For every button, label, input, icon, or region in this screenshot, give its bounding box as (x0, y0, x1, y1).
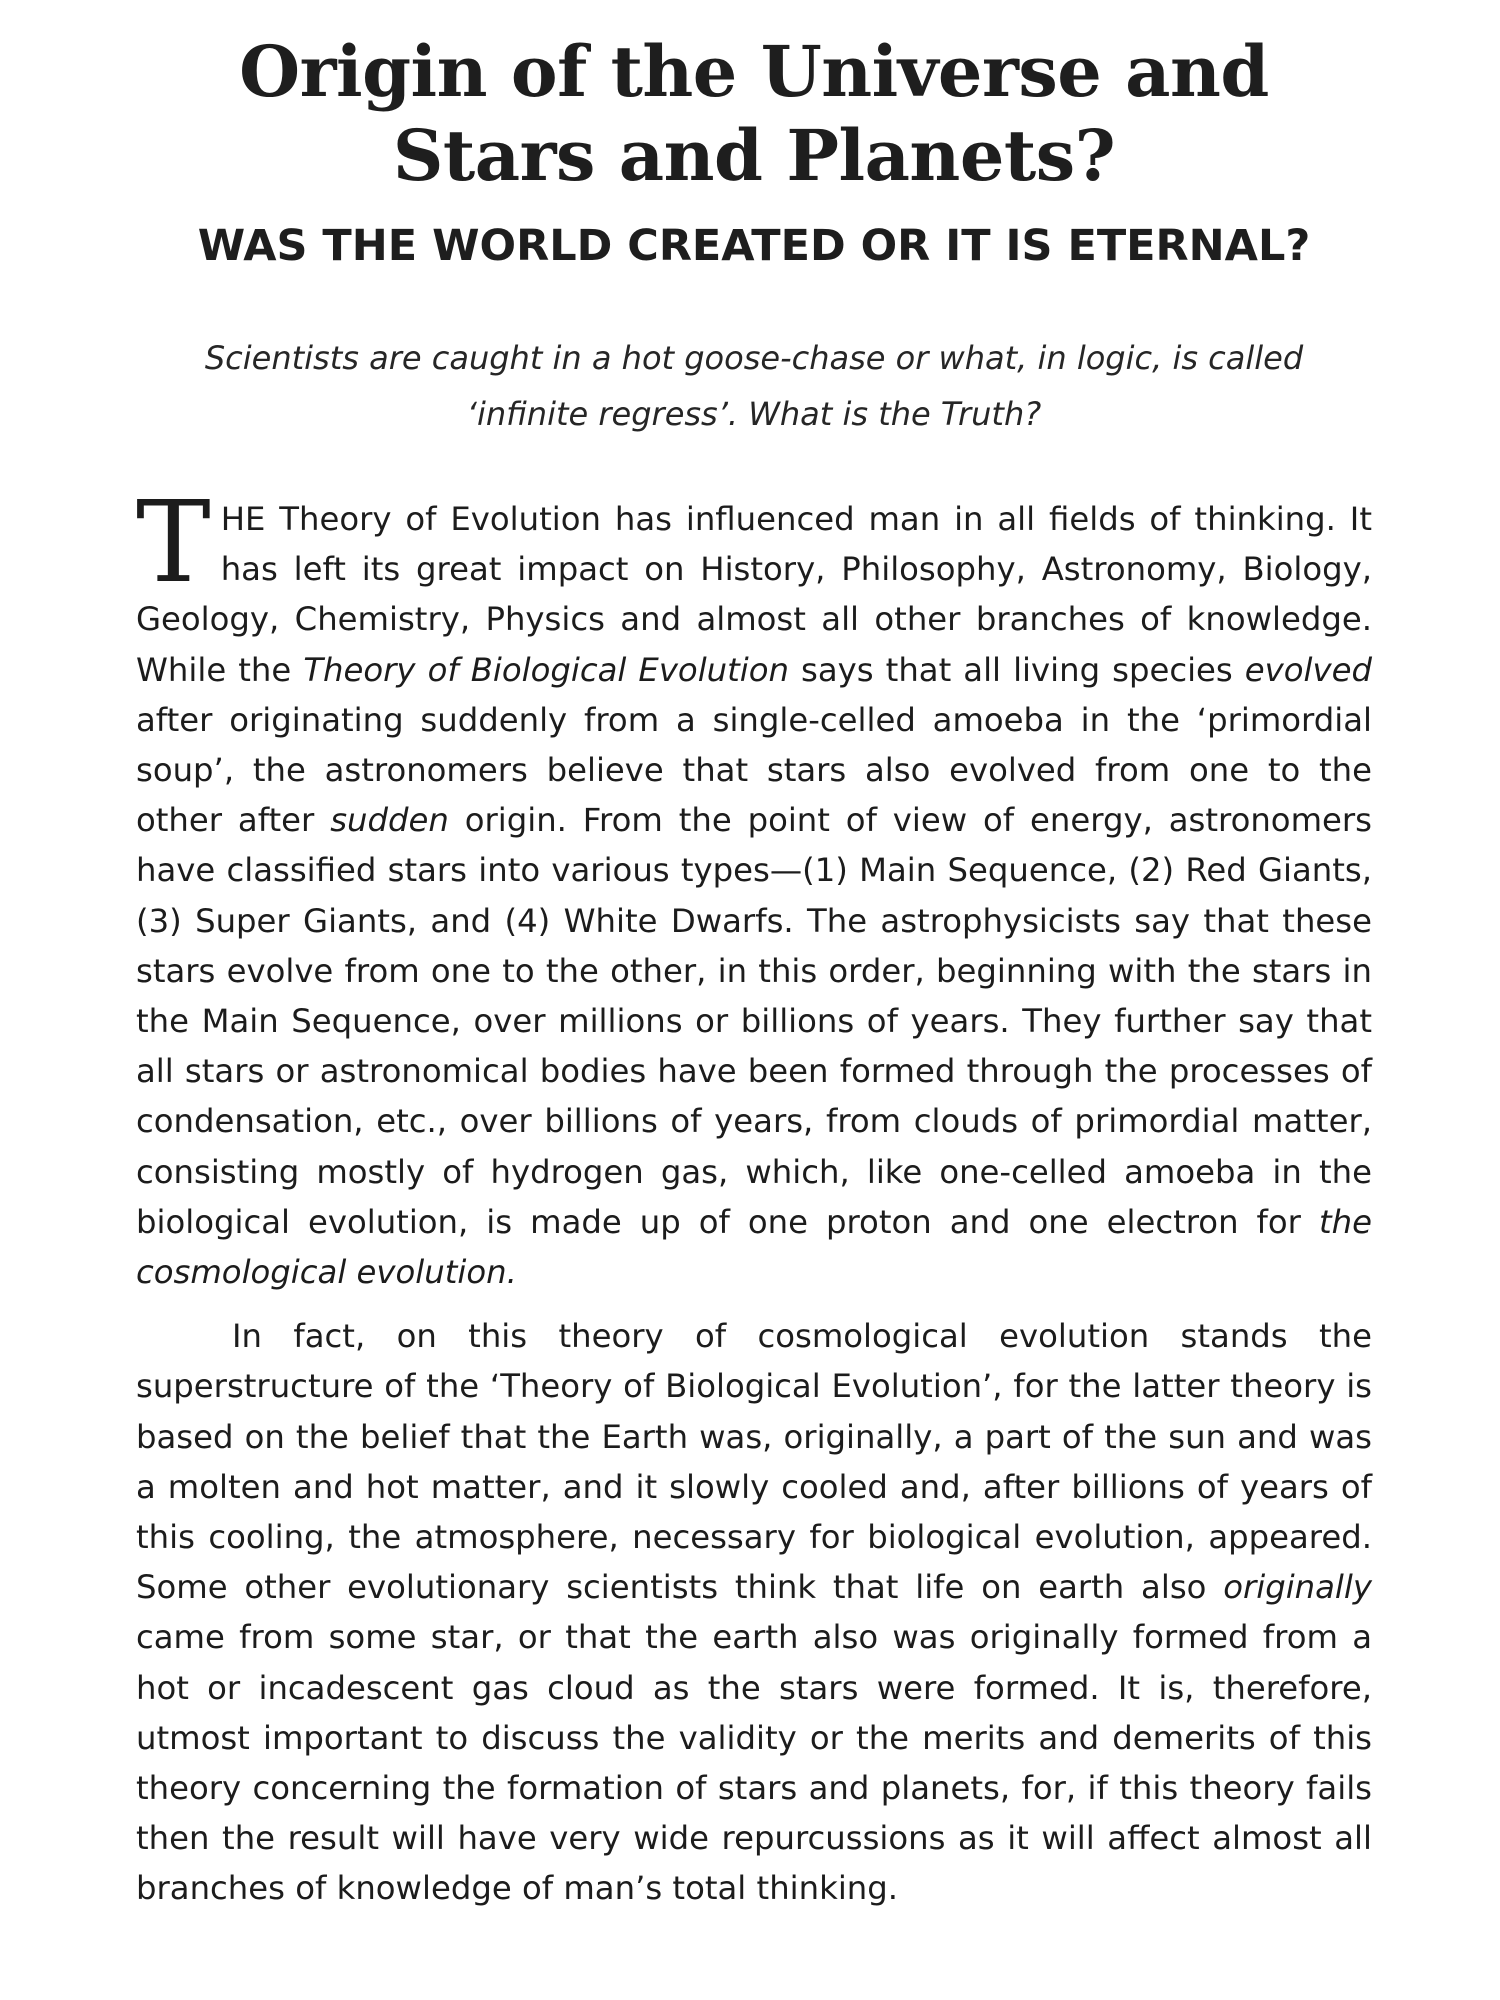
paragraph-2-emphasis: originally (1223, 1568, 1372, 1607)
paragraph-1-emphasis: evolved (1244, 650, 1372, 689)
paragraph-1-emphasis: the cosmological evolution. (136, 1202, 1372, 1292)
paragraph-1-text: origin. From the point of view of energy, astronomers have classified stars into various types—(1) Main Sequence, (2) Red Giants, (3) Super Giants, and (4) White Dwarfs. The astrophysicists say that these stars evolve from one to the other, in this order, beginning with the stars in the Main Sequence, over millions or billions of years. They further say that all stars or astronomical bodies have been formed through the processes of condensation, etc., over billions of years, from clouds of primordial matter, consisting mostly of hydrogen gas, which, like one-celled amoeba in the biological evolution, is made up of one proton and one electron for (136, 801, 1372, 1241)
body-paragraph-1 (136, 478, 1372, 1297)
body-paragraph-2 (136, 1311, 1372, 1913)
paragraph-1-text: HE Theory of Evolution has influenced man in all fields of thinking. It has left its great impact on History, Philosophy, Astronomy, Biology, Geology, Chemistry, Physics and almost all other branches of knowledge. While the (136, 500, 1372, 689)
drop-cap: T (136, 478, 211, 608)
article-deck: Scientists are caught in a hot goose-chase or what, in logic, is called ‘infinite regress’. What is the Truth? (204, 339, 1304, 433)
article-title: Origin of the Universe and Stars and Planets? (239, 30, 1269, 197)
article-subtitle: WAS THE WORLD CREATED OR IT IS ETERNAL? (197, 221, 1311, 271)
paragraph-2-text: In fact, on this theory of cosmological evolution stands the superstructure of the ‘Theory of Biological Evolution’, for the latter theory is based on the belief that the Earth was, originally, a part of the sun and was a molten and hot matter, and it slowly cooled and, after billions of years of this cooling, the atmosphere, necessary for biological evolution, appeared. Some other evolutionary scientists think that life on earth also (136, 1317, 1372, 1607)
paragraph-2-text: came from some star, or that the earth also was originally formed from a hot or incadescent gas cloud as the stars were formed. It is, therefore, utmost important to discuss the validity or the merits and demerits of this theory concerning the formation of stars and planets, for, if this theory fails then the result will have very wide repurcussions as it will affect almost all branches of knowledge of man’s total thinking. (136, 1618, 1372, 1908)
paragraph-1-text: says that all living species (789, 650, 1245, 689)
paragraph-1-text: after originating suddenly from a single-celled amoeba in the ‘primordial soup’, the astronomers believe that stars also evolved from one to the other after (136, 700, 1372, 840)
paragraph-1-emphasis: sudden (330, 801, 449, 840)
paragraph-1-emphasis: Theory of Biological Evolution (303, 650, 790, 689)
